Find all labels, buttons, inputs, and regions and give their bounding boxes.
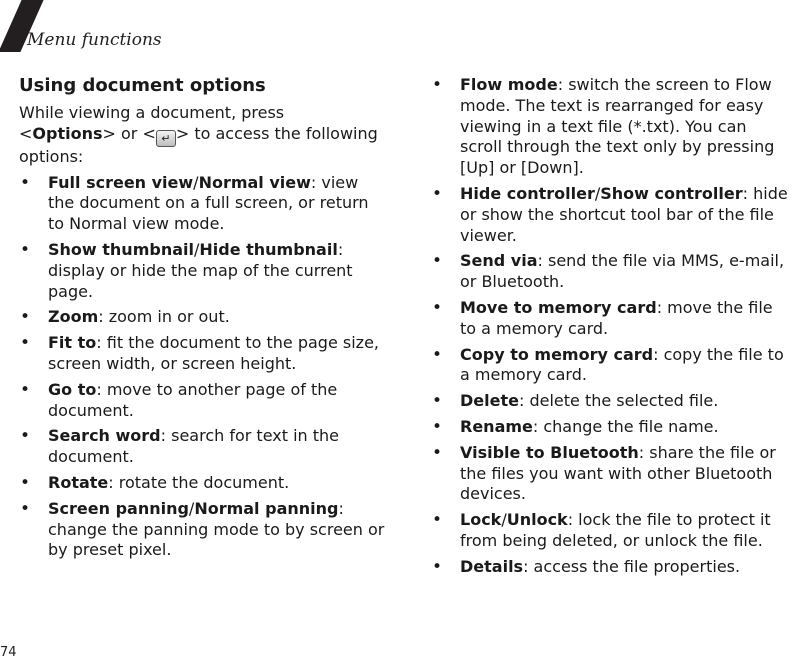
option-name: Visible to Bluetooth <box>460 442 639 462</box>
menu-key-icon: ↵ <box>156 130 176 147</box>
option-separator: / <box>594 183 601 203</box>
option-description: : delete the selected file. <box>518 391 719 411</box>
option-item <box>431 557 793 578</box>
option-description: : rotate the document. <box>108 472 290 492</box>
option-description: : zoom in or out. <box>98 307 230 327</box>
option-item <box>19 307 385 328</box>
option-separator: / <box>193 172 199 192</box>
option-name: Move to memory card <box>460 297 657 317</box>
bullet-icon: • <box>20 172 31 193</box>
option-item <box>19 426 385 468</box>
option-separator: / <box>193 239 200 259</box>
option-name: Copy to memory card <box>460 344 654 364</box>
bullet-icon: • <box>20 472 31 493</box>
bullet-icon: • <box>20 379 31 400</box>
option-item <box>19 240 385 302</box>
option-name: Hide controller <box>460 183 595 203</box>
bullet-icon: • <box>432 183 443 204</box>
option-name: Fit to <box>48 333 97 353</box>
option-description: : view the document on a full screen, or return to Normal view mode. <box>48 172 369 234</box>
page-number: 74 <box>0 645 17 660</box>
option-description: : copy the file to a memory card. <box>460 344 784 385</box>
option-name-alt: Show controller <box>600 183 743 203</box>
intro-prefix: While viewing a document, press < <box>19 103 285 143</box>
option-item <box>19 333 385 375</box>
option-description: : share the file or the files you want with other Bluetooth devices. <box>460 442 776 504</box>
option-item <box>431 298 793 340</box>
option-item <box>19 473 385 494</box>
bullet-icon: • <box>432 391 443 412</box>
option-name: Lock <box>460 510 502 530</box>
left-option-list <box>19 173 385 562</box>
option-name-alt: Normal view <box>198 172 311 192</box>
option-item <box>19 173 385 235</box>
option-description: : hide or show the shortcut tool bar of the file viewer. <box>460 183 788 245</box>
option-description: : move the file to a memory card. <box>460 297 773 338</box>
bullet-icon: • <box>432 510 443 531</box>
option-description: : access the file properties. <box>523 556 741 576</box>
bullet-icon: • <box>432 416 443 437</box>
bullet-icon: • <box>432 442 443 463</box>
option-item <box>431 417 793 438</box>
option-item <box>431 251 793 293</box>
option-name: Send via <box>460 251 538 271</box>
bullet-icon: • <box>432 297 443 318</box>
options-softkey-label: Options <box>32 123 103 143</box>
page-header-title: Menu functions <box>27 30 162 50</box>
option-item <box>431 75 793 179</box>
option-item <box>431 184 793 246</box>
section-heading: Using document options <box>19 75 266 96</box>
bullet-icon: • <box>432 251 443 272</box>
bullet-icon: • <box>432 344 443 365</box>
option-description: : switch the screen to Flow mode. The text is rearranged for easy viewing in a text file (*.txt). You can scroll through the text only by pressing [Up] or [Down]. <box>460 75 775 178</box>
option-name: Search word <box>48 426 161 446</box>
bullet-icon: • <box>432 556 443 577</box>
bullet-icon: • <box>20 426 31 447</box>
right-option-list <box>431 75 793 578</box>
option-item <box>431 391 793 412</box>
option-description: : display or hide the map of the current page. <box>48 239 353 301</box>
option-name: Full screen view <box>48 172 194 192</box>
bullet-icon: • <box>20 498 31 519</box>
option-item <box>19 499 385 561</box>
option-name-alt: Normal panning <box>194 498 339 518</box>
option-description: : send the file via MMS, e-mail, or Bluetooth. <box>460 251 785 292</box>
option-name: Rename <box>460 416 533 436</box>
option-name: Screen panning <box>48 498 189 518</box>
option-name: Delete <box>460 391 519 411</box>
option-name: Go to <box>48 379 97 399</box>
bullet-icon: • <box>432 75 443 95</box>
option-name: Show thumbnail <box>48 239 194 259</box>
intro-middle: > or < <box>102 123 156 143</box>
option-description: : lock the file to protect it from being deleted, or unlock the file. <box>460 510 771 550</box>
option-name-alt: Hide thumbnail <box>199 239 338 259</box>
option-name: Details <box>460 556 524 576</box>
option-name-alt: Unlock <box>506 510 568 530</box>
left-column <box>19 75 385 566</box>
bullet-icon: • <box>20 239 31 260</box>
option-name: Zoom <box>48 307 99 327</box>
option-separator: / <box>501 510 507 530</box>
option-item <box>431 510 793 552</box>
option-description: : change the panning mode to by screen or by preset pixel. <box>48 498 385 560</box>
option-name: Rotate <box>48 472 109 492</box>
option-item <box>431 345 793 387</box>
bullet-icon: • <box>20 333 31 354</box>
option-description: : fit the document to the page size, screen width, or screen height. <box>48 333 379 373</box>
option-description: : move to another page of the document. <box>48 379 338 420</box>
intro-suffix: > to access the following options: <box>19 123 378 166</box>
option-separator: / <box>188 498 195 518</box>
option-item <box>431 443 793 505</box>
option-item <box>19 380 385 422</box>
bullet-icon: • <box>20 307 31 328</box>
option-description: : change the file name. <box>532 416 719 436</box>
intro-paragraph <box>19 103 385 168</box>
right-column <box>431 75 793 583</box>
option-description: : search for text in the document. <box>48 426 340 467</box>
option-name: Flow mode <box>460 75 558 94</box>
